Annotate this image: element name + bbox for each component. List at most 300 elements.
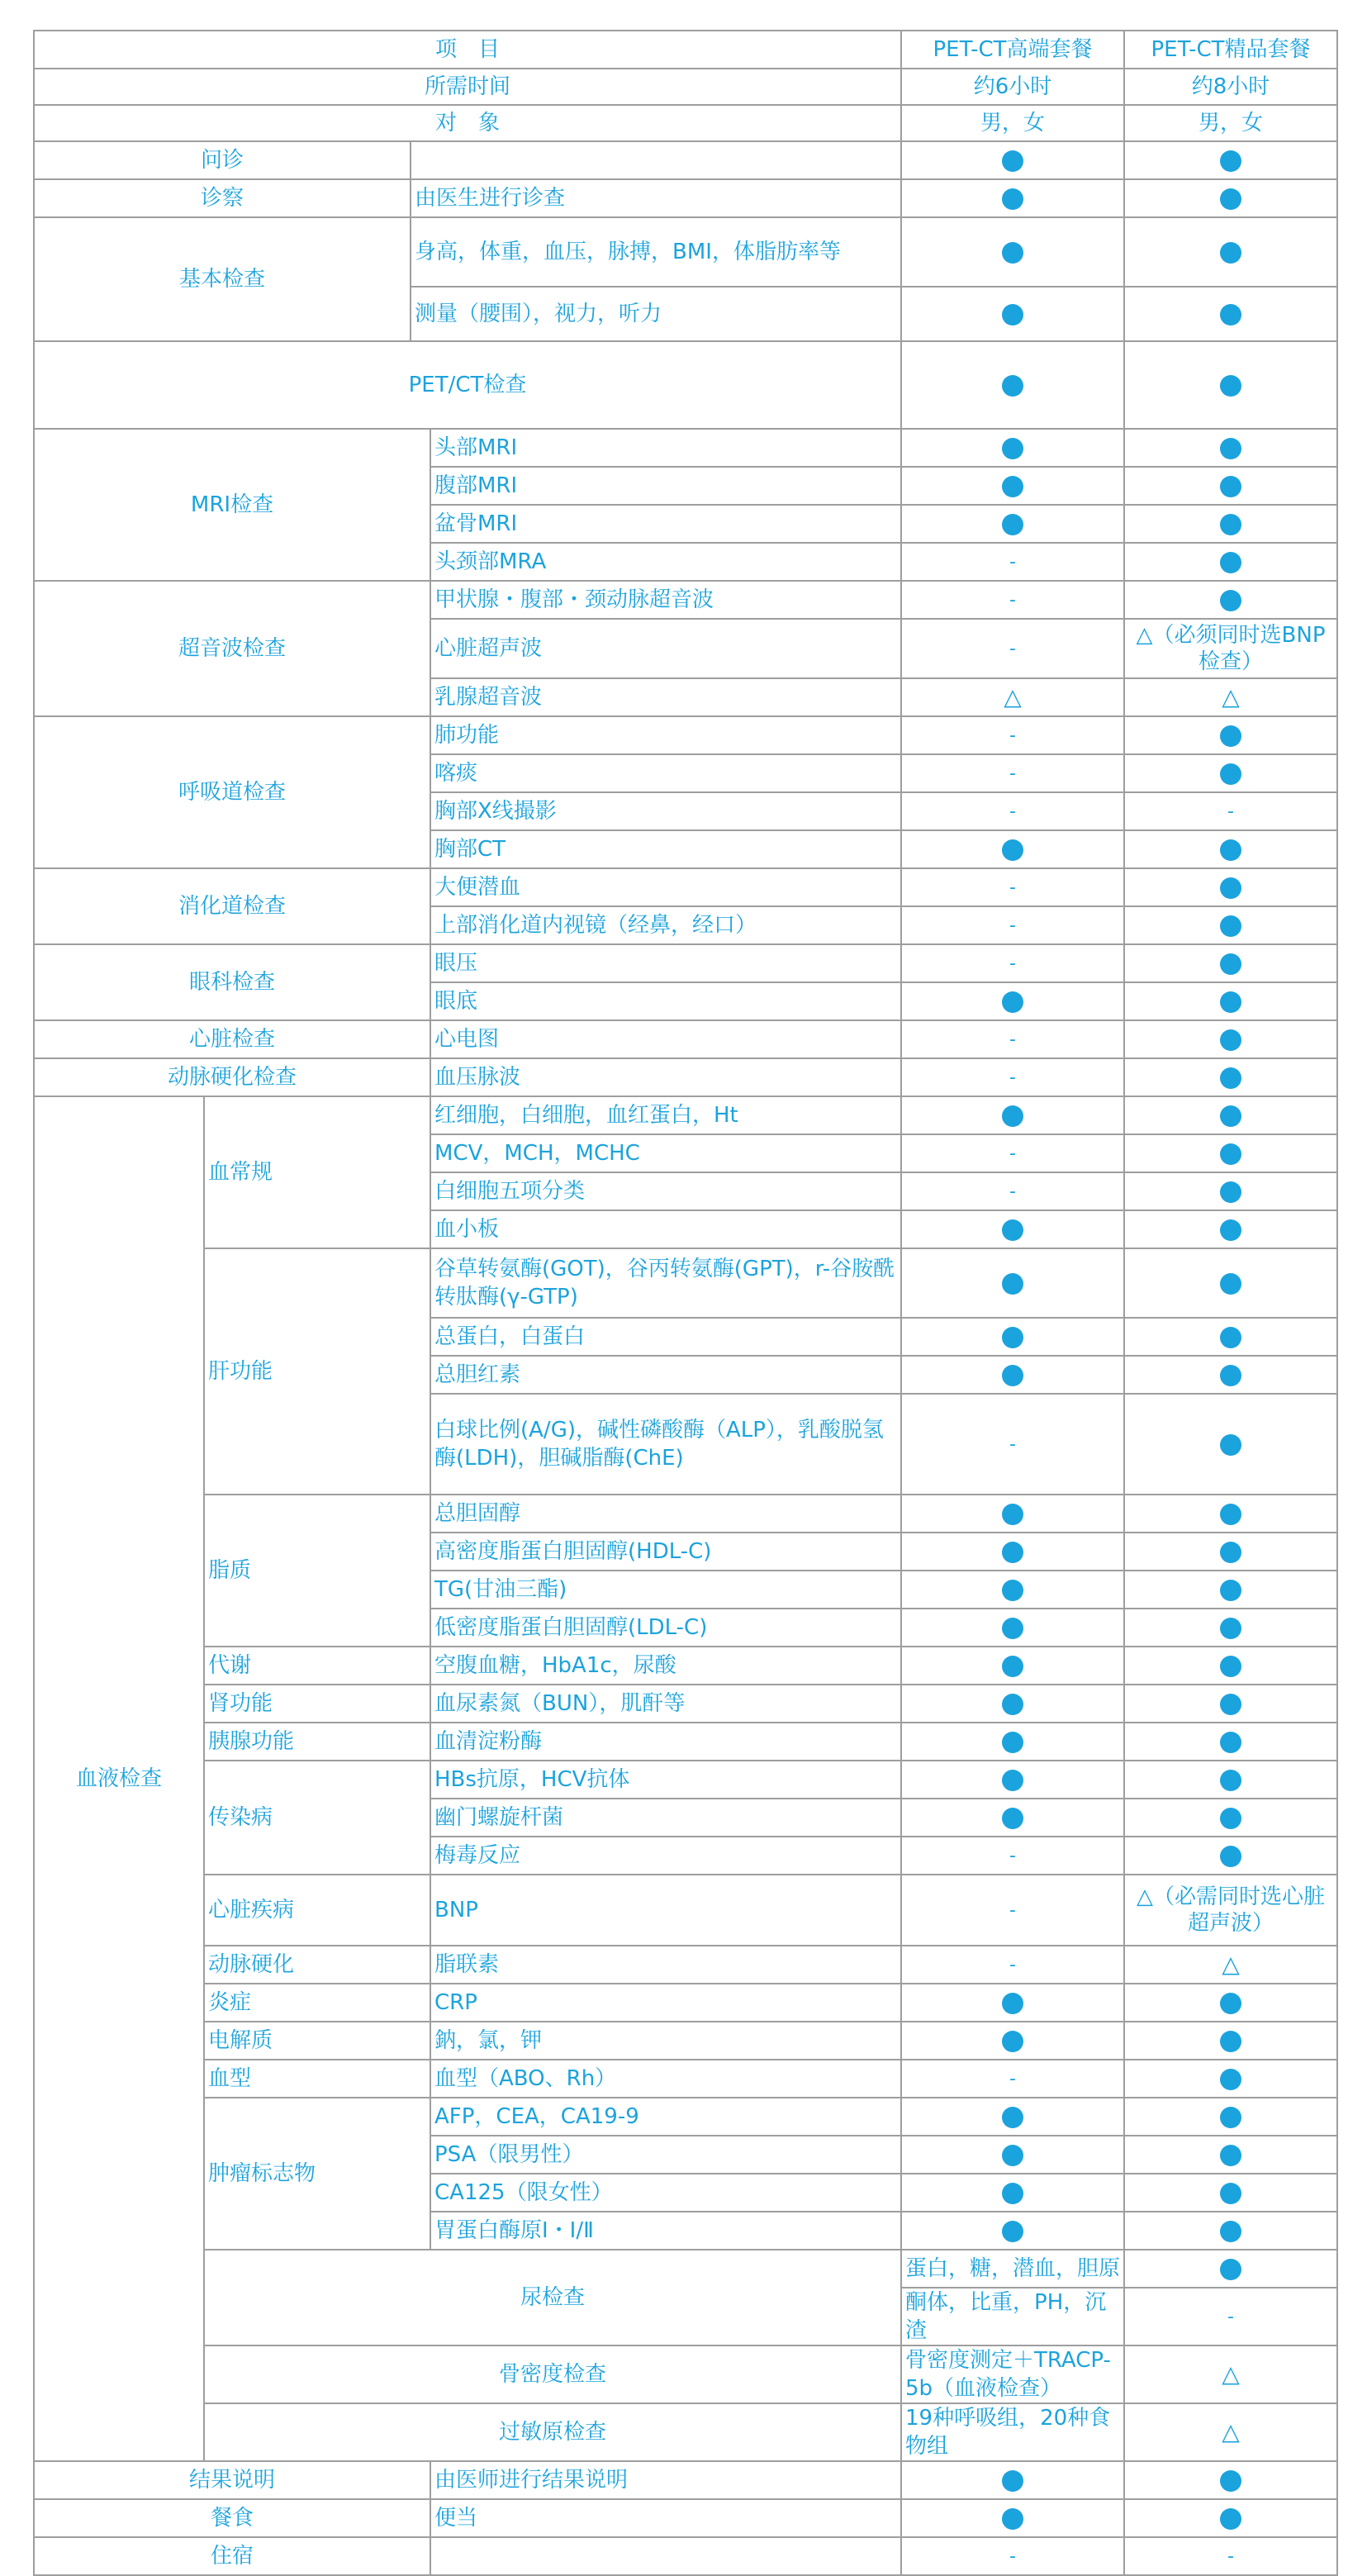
table-row (34, 581, 1337, 619)
subgroup-label: 肿瘤标志物 (204, 2098, 430, 2250)
item-label: 头颈部MRA (430, 543, 901, 581)
table-row (34, 2345, 1337, 2403)
plan-b-cell (1124, 179, 1337, 217)
table-row (34, 2060, 1337, 2098)
plan-a-cell (901, 2499, 1124, 2537)
item-label: AFP，CEA，CA19-9 (430, 2098, 901, 2136)
plan-a-cell (901, 982, 1124, 1020)
plan-a-cell (901, 1210, 1124, 1248)
item-label: 胸部X线撮影 (430, 792, 901, 830)
plan-b-cell (1124, 1723, 1337, 1761)
included-icon (1220, 953, 1241, 975)
optional-mark: △ (1222, 1950, 1240, 1978)
plan-a-cell (901, 543, 1124, 581)
plan-a-cell (901, 868, 1124, 906)
plan-b-cell (1124, 2461, 1337, 2499)
included-icon (1002, 1580, 1023, 1601)
item-label: 白细胞五项分类 (430, 1172, 901, 1210)
item-label: 眼压 (430, 944, 901, 982)
item-label: 19种呼吸组，20种食物组 (901, 2403, 1124, 2461)
not-included-mark: - (1009, 2069, 1016, 2089)
plan-a-cell (901, 1875, 1124, 1946)
item-label: 幽门螺旋杆菌 (430, 1799, 901, 1837)
plan-a-cell (901, 2060, 1124, 2098)
table-row (34, 2499, 1337, 2537)
included-icon (1002, 2508, 1023, 2530)
item-label: 鈉，氯，钾 (430, 2022, 901, 2060)
included-icon (1002, 1504, 1023, 1525)
group-label: 消化道检查 (34, 868, 430, 944)
included-icon (1220, 1219, 1241, 1241)
table-row (34, 2250, 1337, 2288)
not-included-mark: - (1009, 590, 1016, 611)
item-label: MCV，MCH，MCHC (430, 1134, 901, 1172)
included-icon (1220, 1808, 1241, 1829)
included-icon (1220, 1542, 1241, 1563)
plan-b-cell (1124, 716, 1337, 754)
plan-b-cell (1124, 2174, 1337, 2212)
subgroup-label: 肾功能 (204, 1685, 430, 1723)
subgroup-label: 炎症 (204, 1984, 430, 2022)
plan-b-cell (1124, 141, 1337, 179)
plan-b-cell (1124, 1356, 1337, 1394)
plan-b-cell (1124, 429, 1337, 467)
plan-b-cell (1124, 868, 1337, 906)
item-label: 血小板 (430, 1210, 901, 1248)
item-label: 心电图 (430, 1020, 901, 1058)
plan-a-cell (901, 1685, 1124, 1723)
subgroup-label: 心脏疾病 (204, 1875, 430, 1946)
not-included-mark: - (1009, 1846, 1016, 1866)
plan-b-cell (1124, 2022, 1337, 2060)
plan-a-cell (901, 141, 1124, 179)
plan-b-cell (1124, 1020, 1337, 1058)
item-label: 心脏超声波 (430, 619, 901, 678)
included-icon (1002, 514, 1023, 535)
plan-b-cell (1124, 217, 1337, 287)
plan-b-cell (1124, 2537, 1337, 2575)
table-row (34, 716, 1337, 754)
included-icon (1002, 1618, 1023, 1639)
item-label: 低密度脂蛋白胆固醇(LDL-C) (430, 1609, 901, 1647)
plan-a-cell (901, 1647, 1124, 1685)
header-item-label: 项 目 (34, 31, 901, 69)
not-included-mark: - (1009, 1900, 1016, 1921)
plan-a-cell (901, 1837, 1124, 1875)
included-icon (1220, 991, 1241, 1013)
included-icon (1002, 242, 1023, 264)
item-label: 眼底 (430, 982, 901, 1020)
included-icon (1220, 375, 1241, 397)
included-icon (1220, 1105, 1241, 1127)
subgroup-label: 传染病 (204, 1761, 430, 1875)
included-icon (1220, 304, 1241, 326)
item-label: 由医师进行结果说明 (430, 2461, 901, 2499)
item-label: 血压脉波 (430, 1058, 901, 1096)
item-label: HBs抗原，HCV抗体 (430, 1761, 901, 1799)
included-icon (1220, 1846, 1241, 1867)
plan-a-cell (901, 1571, 1124, 1609)
plan-a-cell (901, 906, 1124, 944)
plan-a-cell (901, 754, 1124, 792)
plan-a-cell (901, 2537, 1124, 2575)
included-icon (1002, 2031, 1023, 2052)
plan-b-cell (1124, 678, 1337, 716)
not-included-mark: - (1227, 2546, 1234, 2567)
table-row (34, 141, 1337, 179)
item-label: 空腹血糖，HbA1c，尿酸 (430, 1647, 901, 1685)
table-row (34, 2461, 1337, 2499)
included-icon (1220, 1181, 1241, 1203)
plan-a-cell (901, 1533, 1124, 1571)
plan-b-cell (1124, 543, 1337, 581)
plan-a-cell (901, 287, 1124, 341)
plan-b-cell (1124, 1609, 1337, 1647)
included-icon (1220, 2107, 1241, 2128)
included-icon (1220, 2031, 1241, 2052)
plan-b-cell (1124, 906, 1337, 944)
item-label: 总胆红素 (430, 1356, 901, 1394)
plan-a-cell (901, 2136, 1124, 2174)
plan-b-cell (1124, 2060, 1337, 2098)
subgroup-label: 脂质 (204, 1495, 430, 1647)
table-row (34, 1984, 1337, 2022)
not-included-mark: - (1009, 877, 1016, 898)
not-included-mark: - (1009, 1434, 1016, 1455)
item-label: 甲状腺・腹部・颈动脉超音波 (430, 581, 901, 619)
included-icon (1002, 1732, 1023, 1753)
plan-b-cell (1124, 944, 1337, 982)
included-icon (1220, 1067, 1241, 1089)
included-icon (1220, 1580, 1241, 1601)
included-icon (1220, 2069, 1241, 2090)
included-icon (1220, 1732, 1241, 1753)
not-included-mark: - (1009, 1029, 1016, 1050)
included-icon (1220, 763, 1241, 785)
included-icon (1220, 1327, 1241, 1348)
not-included-mark: - (1009, 725, 1016, 746)
group-label: PET/CT检查 (34, 341, 901, 429)
plan-a-cell (901, 1495, 1124, 1533)
included-icon (1220, 1656, 1241, 1677)
optional-note: △（必须同时选BNP检查） (1136, 622, 1326, 674)
plan-b-cell (1124, 581, 1337, 619)
included-icon (1002, 1808, 1023, 1829)
plan-b-cell (1124, 1761, 1337, 1799)
plan-b-cell (1124, 1318, 1337, 1356)
plan-a-cell (901, 944, 1124, 982)
included-icon (1220, 188, 1241, 210)
plan-a-cell (901, 2022, 1124, 2060)
included-icon (1002, 1105, 1023, 1127)
included-icon (1220, 476, 1241, 497)
plan-b-cell (1124, 792, 1337, 830)
plan-a-cell (901, 830, 1124, 868)
item-label: 由医生进行诊查 (411, 179, 901, 217)
plan-a-cell (901, 581, 1124, 619)
subgroup-label: 血常规 (204, 1096, 430, 1248)
not-included-mark: - (1227, 2307, 1234, 2327)
item-label: CRP (430, 1984, 901, 2022)
group-label: 住宿 (34, 2537, 430, 2575)
plan-b-cell (1124, 1134, 1337, 1172)
target-plan-b: 男，女 (1124, 105, 1337, 141)
plan-b-cell (1124, 1837, 1337, 1875)
target-row (34, 105, 1337, 141)
plan-b-cell (1124, 1058, 1337, 1096)
plan-b-cell (1124, 1248, 1337, 1318)
group-label: 眼科检查 (34, 944, 430, 1020)
target-plan-a: 男，女 (901, 105, 1124, 141)
table-row (34, 1495, 1337, 1533)
table-row (34, 1685, 1337, 1723)
plan-a-cell (901, 1609, 1124, 1647)
plan-b-cell (1124, 2136, 1337, 2174)
plan-a-cell (901, 1020, 1124, 1058)
plan-a-cell (901, 1172, 1124, 1210)
included-icon (1002, 1656, 1023, 1677)
plan-b-cell (1124, 1172, 1337, 1210)
included-icon (1220, 590, 1241, 611)
included-icon (1002, 1273, 1023, 1295)
group-label: 诊察 (34, 179, 411, 217)
plan-a-cell (901, 1248, 1124, 1318)
item-label: 乳腺超音波 (430, 678, 901, 716)
item-label: 血清淀粉酶 (430, 1723, 901, 1761)
header-plan-b: PET-CT精品套餐 (1124, 31, 1337, 69)
plan-b-cell (1124, 619, 1337, 678)
table-row (34, 179, 1337, 217)
included-icon (1002, 150, 1023, 172)
plan-b-cell (1124, 1946, 1337, 1984)
included-icon (1220, 1770, 1241, 1791)
included-icon (1002, 2221, 1023, 2242)
time-plan-a: 约6小时 (901, 69, 1124, 105)
item-label: 总蛋白，白蛋白 (430, 1318, 901, 1356)
table-row (34, 1761, 1337, 1799)
included-icon (1002, 2145, 1023, 2166)
plan-a-cell (901, 179, 1124, 217)
plan-a-cell (1124, 2288, 1337, 2345)
plan-a-cell (901, 505, 1124, 543)
included-icon (1220, 2145, 1241, 2166)
not-included-mark: - (1009, 552, 1016, 573)
table-row (34, 341, 1337, 429)
table-row (34, 429, 1337, 467)
time-plan-b: 约8小时 (1124, 69, 1337, 105)
included-icon (1002, 1993, 1023, 2014)
included-icon (1220, 1993, 1241, 2014)
subgroup-label: 电解质 (204, 2022, 430, 2060)
table-row (34, 2022, 1337, 2060)
plan-a-cell (901, 678, 1124, 716)
group-label: 骨密度检查 (204, 2345, 901, 2403)
included-icon (1220, 1029, 1241, 1051)
included-icon (1002, 304, 1023, 326)
table-row (34, 1946, 1337, 1984)
item-label: 盆骨MRI (430, 505, 901, 543)
table-row (34, 2403, 1337, 2461)
plan-a-cell (901, 429, 1124, 467)
not-included-mark: - (1009, 1181, 1016, 1202)
not-included-mark: - (1009, 953, 1016, 974)
included-icon (1220, 2183, 1241, 2204)
plan-a-cell (901, 2174, 1124, 2212)
group-label: MRI检查 (34, 429, 430, 581)
plan-b-cell (1124, 2212, 1337, 2250)
header-plan-a: PET-CT高端套餐 (901, 31, 1124, 69)
item-label: 肺功能 (430, 716, 901, 754)
item-label: 喀痰 (430, 754, 901, 792)
plan-b-cell (1124, 830, 1337, 868)
included-icon (1002, 991, 1023, 1013)
optional-mark: △ (1004, 682, 1022, 711)
included-icon (1002, 1694, 1023, 1715)
plan-b-cell (1124, 1685, 1337, 1723)
item-label: TG(甘油三酯) (430, 1571, 901, 1609)
plan-a-cell (901, 1946, 1124, 1984)
plan-b-cell (1124, 341, 1337, 429)
group-label: 基本检查 (34, 217, 411, 341)
plan-b-cell (1124, 1533, 1337, 1571)
optional-note: △（必需同时选心脏超声波） (1137, 1884, 1326, 1936)
included-icon (1220, 438, 1241, 459)
included-icon (1002, 1327, 1023, 1348)
plan-b-cell (1124, 467, 1337, 505)
plan-a-cell (1124, 2250, 1337, 2288)
plan-b-cell (1124, 2499, 1337, 2537)
plan-a-cell (901, 1761, 1124, 1799)
table-row (34, 1020, 1337, 1058)
plan-b-cell (1124, 1394, 1337, 1495)
plan-a-cell (901, 2461, 1124, 2499)
included-icon (1220, 1504, 1241, 1525)
included-icon (1220, 1143, 1241, 1165)
item-label: 大便潜血 (430, 868, 901, 906)
package-comparison-table (33, 30, 1338, 2576)
group-label: 呼吸道检查 (34, 716, 430, 868)
included-icon (1220, 2470, 1241, 2492)
plan-b-cell (1124, 1096, 1337, 1134)
group-label: 过敏原检查 (204, 2403, 901, 2461)
group-label: 心脏检查 (34, 1020, 430, 1058)
item-label: 身高，体重，血压，脉搏，BMI，体脂肪率等 (411, 217, 901, 287)
included-icon (1220, 2259, 1241, 2280)
optional-mark: △ (1222, 2360, 1240, 2388)
plan-a-cell (901, 2098, 1124, 2136)
item-label: BNP (430, 1875, 901, 1946)
target-label: 对 象 (34, 105, 901, 141)
plan-b-cell (1124, 1495, 1337, 1533)
table-row (34, 1647, 1337, 1685)
item-label: 血尿素氮（BUN），肌酐等 (430, 1685, 901, 1723)
plan-b-cell (1124, 1984, 1337, 2022)
included-icon (1220, 915, 1241, 937)
item-label: 头部MRI (430, 429, 901, 467)
item-label: 谷草转氨酶(GOT)，谷丙转氨酶(GPT)，r-谷胺酰转肽酶(γ-GTP) (430, 1248, 901, 1318)
plan-a-cell (901, 619, 1124, 678)
item-label: 酮体，比重，PH，沉渣 (901, 2288, 1124, 2345)
plan-a-cell (901, 2212, 1124, 2250)
group-label: 餐食 (34, 2499, 430, 2537)
item-label: 梅毒反应 (430, 1837, 901, 1875)
group-label: 问诊 (34, 141, 411, 179)
table-row (34, 1723, 1337, 1761)
included-icon (1220, 1434, 1241, 1456)
included-icon (1002, 1219, 1023, 1241)
included-icon (1002, 2107, 1023, 2128)
included-icon (1002, 476, 1023, 497)
plan-a-cell (1124, 2403, 1337, 2461)
group-label: 血液检查 (34, 1096, 204, 2461)
subgroup-label: 动脉硬化 (204, 1946, 430, 1984)
table-row (34, 1096, 1337, 1134)
included-icon (1220, 2508, 1241, 2530)
time-label: 所需时间 (34, 69, 901, 105)
included-icon (1002, 375, 1023, 397)
not-included-mark: - (1009, 2546, 1016, 2567)
included-icon (1220, 242, 1241, 264)
group-label: 结果说明 (34, 2461, 430, 2499)
plan-b-cell (1124, 1875, 1337, 1946)
group-label: 动脉硬化检查 (34, 1058, 430, 1096)
included-icon (1002, 188, 1023, 210)
item-label: 高密度脂蛋白胆固醇(HDL-C) (430, 1533, 901, 1571)
plan-a-cell (901, 1356, 1124, 1394)
time-row (34, 69, 1337, 105)
not-included-mark: - (1009, 1067, 1016, 1088)
included-icon (1220, 2221, 1241, 2242)
item-label: 便当 (430, 2499, 901, 2537)
plan-b-cell (1124, 505, 1337, 543)
included-icon (1220, 839, 1241, 861)
plan-a-cell (901, 1134, 1124, 1172)
plan-b-cell (1124, 287, 1337, 341)
not-included-mark: - (1009, 915, 1016, 936)
plan-b-cell (1124, 1799, 1337, 1837)
item-label: 胃蛋白酶原Ⅰ・Ⅰ/Ⅱ (430, 2212, 901, 2250)
group-label: 超音波检查 (34, 581, 430, 716)
subgroup-label: 代谢 (204, 1647, 430, 1685)
plan-b-cell (1124, 2098, 1337, 2136)
item-label: 脂联素 (430, 1946, 901, 1984)
plan-b-cell (1124, 1647, 1337, 1685)
group-label: 尿检查 (204, 2250, 901, 2345)
included-icon (1002, 1770, 1023, 1791)
not-included-mark: - (1009, 1955, 1016, 1975)
item-label: 骨密度测定＋TRACP-5b（血液检查） (901, 2345, 1124, 2403)
table-row (34, 1248, 1337, 1318)
item-label: 白球比例(A/G)，碱性磷酸酶（ALP），乳酸脱氢酶(LDH)，胆碱脂酶(ChE) (430, 1394, 901, 1495)
included-icon (1002, 2470, 1023, 2492)
plan-a-cell (901, 716, 1124, 754)
item-label: 上部消化道内视镜（经鼻，经口） (430, 906, 901, 944)
header-row (34, 31, 1337, 69)
included-icon (1002, 2183, 1023, 2204)
item-label: 蛋白，糖，潜血，胆原 (901, 2250, 1124, 2288)
included-icon (1220, 1694, 1241, 1715)
not-included-mark: - (1009, 1143, 1016, 1164)
included-icon (1002, 1542, 1023, 1563)
plan-b-cell (1124, 754, 1337, 792)
included-icon (1220, 1365, 1241, 1386)
plan-a-cell (901, 1984, 1124, 2022)
table-row (34, 868, 1337, 906)
included-icon (1002, 839, 1023, 861)
plan-b-cell (1124, 1571, 1337, 1609)
subgroup-label: 血型 (204, 2060, 430, 2098)
package-comparison-table-wrapper (33, 30, 1336, 2576)
